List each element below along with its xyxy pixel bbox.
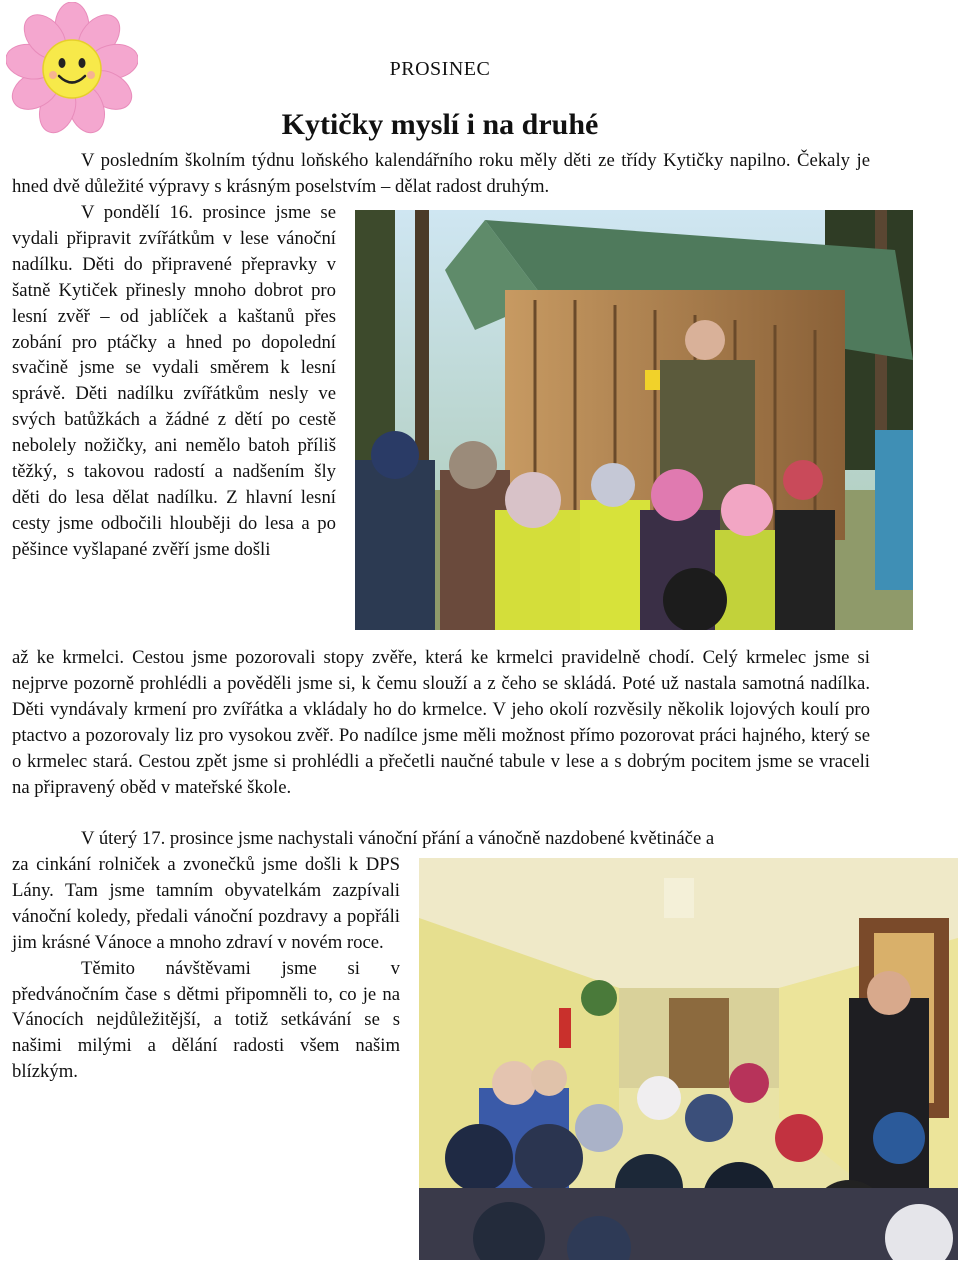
photo-forest-feeder [355,210,913,630]
paragraph-dps-visit: za cinkání rolniček a zvonečků jsme došli k DPS Lány. Tam jsme tamním obyvatelkám zazpívali vánoční koledy, předali vánoční pozdravy a popřáli jim krásné Vánoce a mnoho zdraví v novém roce. [12,854,400,953]
paragraph-feeder-visit: až ke krmelci. Cestou jsme pozorovali stopy zvěře, která ke krmelci pravidelně chodí. Celý krmelec jsme si nejprve pozorně prohlédli a pověděli jsme si, k čemu slouží a z čeho se skládá. Poté už nastala samotná nadílka. Děti vyndávaly krmení pro zvířátka a vkládaly ho do krmelce. V jeho okolí rozvěsily několik lojových koulí pro ptactvo a pozorovaly liz pro vysokou zvěř. Po nadílce jsme měli možnost přímo pozorovat práci hajného, který se o krmelec stará. Cestou zpět jsme si prohlédli a přečetli naučné tabule v lese a s dobrým pocitem jsme se vraceli na připravený oběd v mateřské škole. [12,647,870,798]
page-title: Kytičky myslí i na druhé [281,108,599,141]
paragraph-closing: Těmito návštěvami jsme si v předvánočním čase s dětmi připomněli to, co je na Vánocích nejdůležitější, a totiž setkávání se s našimi milými a dělání radosti všem našim blízkým. [12,957,400,1083]
page-month: PROSINEC [389,58,491,80]
paragraph-dps-intro: V úterý 17. prosince jsme nachystali vánoční přání a vánočně nazdobené květináče a [81,828,715,849]
photo-dps-visit [419,858,958,1260]
intro-paragraph: V posledním školním týdnu loňského kalendářního roku měly děti ze třídy Kytičky napilno. Čekaly je hned dvě důležité výpravy s krásným poselstvím – dělat radost druhým. [12,150,870,197]
paragraph-forest-trip: V pondělí 16. prosince jsme se vydali připravit zvířátkům v lese vánoční nadílku. Děti do připravené přepravky v šatně Kytiček přinesly mnoho dobrot pro lesní zvěř – od jablíček a kaštanů přes zobání pro ptáčky a hned po dopolední svačině jsme se vydali směrem k lesní správě. Děti nadílku zvířátkům nesly ve svých batůžkách a žádné z dětí po cestě nebolely nožičky, ani nemělo batoh příliš těžký, s takovou radostí a nadšením šly děti do lesa dělat nadílku. Z hlavní lesní cesty jsme odbočili hlouběji do lesa a po pěšince vyšlapané zvěří jsme došli [12,202,336,560]
